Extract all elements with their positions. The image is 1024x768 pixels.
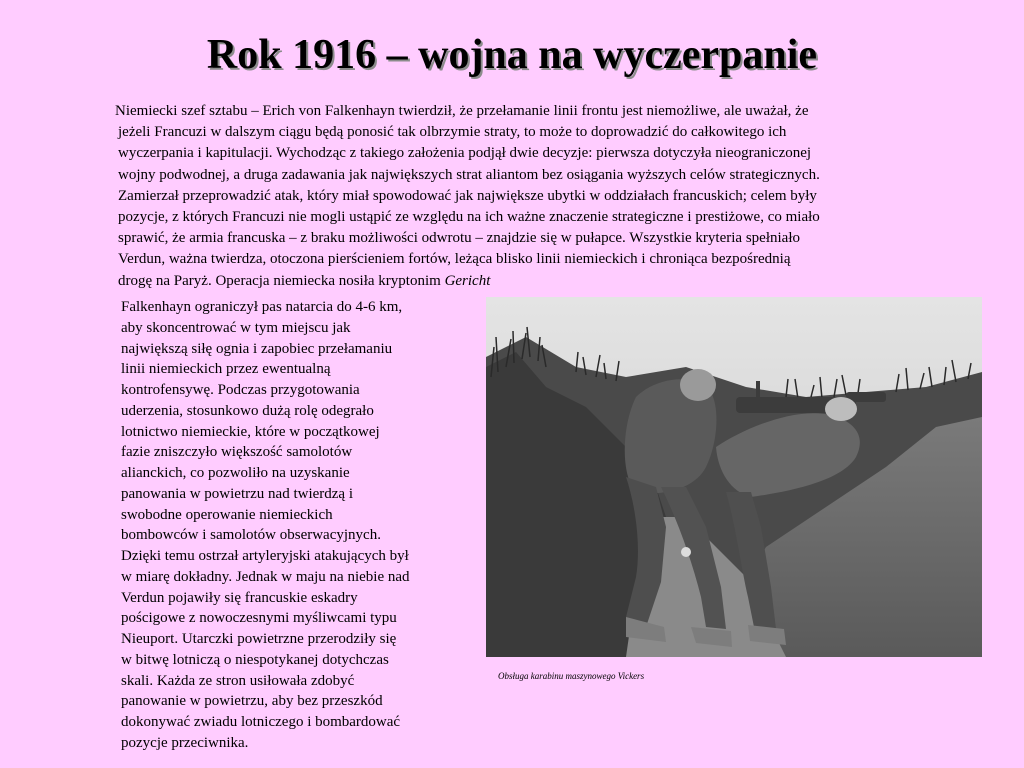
paragraph-line: pozycje przeciwnika. <box>121 734 249 751</box>
paragraph-line: pościgowe z nowoczesnymi myśliwcami typu <box>121 610 397 627</box>
paragraph-line: aby skoncentrować w tym miejscu jak <box>121 319 351 336</box>
intro-paragraph <box>115 101 930 292</box>
paragraph-line: skali. Każda ze stron usiłowała zdobyć <box>121 672 355 689</box>
paragraph-line: Falkenhayn ograniczył pas natarcia do 4-6 km, <box>121 299 403 315</box>
intro-line: pozycje, z których Francuzi nie mogli ustąpić ze względu na ich ważne znaczenie strategiczne i prestiżowe, co miało <box>118 209 820 226</box>
paragraph-line: największą siłę ognia i zapobiec przełamaniu <box>121 340 393 357</box>
intro-line-text: drogę na Paryż. Operacja niemiecka nosiła kryptonim <box>118 272 445 289</box>
intro-line: wojny podwodnej, a druga zadawania jak największych strat aliantom bez osiągania wyższych celów strategicznych. <box>118 166 820 183</box>
codename: Gericht <box>444 272 491 289</box>
paragraph-line: Dzięki temu ostrzał artyleryjski atakujących był <box>121 548 409 564</box>
slide-title: Rok 1916 – wojna na wyczerpanie <box>206 32 818 78</box>
paragraph-line: panowania w powietrzu nad twierdzą i <box>121 485 353 502</box>
paragraph-line: lotnictwo niemieckie, które w początkowej <box>121 423 380 440</box>
paragraph-line: dokonywać zwiadu lotniczego i bombardować <box>121 714 401 730</box>
paragraph-line: Nieuport. Utarczki powietrzne przerodziły się <box>121 631 397 647</box>
paragraph-line: swobodne operowanie niemieckich <box>121 506 333 523</box>
intro-line-last <box>118 271 930 292</box>
paragraph-line: panowanie w powietrzu, aby bez przeszkód <box>121 693 383 710</box>
machine-gun-crew-photo <box>486 297 982 657</box>
paragraph-line: kontrofensywę. Podczas przygotowania <box>121 382 360 398</box>
paragraph-line: bombowców i samolotów obserwacyjnych. <box>121 527 381 544</box>
aviation-paragraph <box>121 297 466 754</box>
paragraph-line: fazie zniszczyło większość samolotów <box>121 444 353 461</box>
intro-line: sprawić, że armia francuska – z braku możliwości odwrotu – znajdzie się w pułapce. Wszystkie kryteria spełniało <box>118 230 800 247</box>
intro-line: Zamierzał przeprowadzić atak, który miał spowodować jak największe ubytki w oddziałach francuskich; celem były <box>118 187 817 204</box>
intro-line: wyczerpania i kapitulacji. Wychodząc z takiego założenia podjął dwie decyzje: pierwsza dotyczyła nieograniczonej <box>118 145 812 162</box>
intro-line: jeżeli Francuzi w dalszym ciągu będą ponosić tak olbrzymie straty, to może to doprowadzić do całkowitego ich <box>118 124 787 141</box>
paragraph-line: w miarę dokładny. Jednak w maju na niebie nad <box>121 568 410 585</box>
paragraph-line: linii niemieckich przez ewentualną <box>121 361 331 378</box>
intro-line: Verdun, ważna twierdza, otoczona pierścieniem fortów, leżąca blisko linii niemieckich i chroniąca bezpośrednią <box>118 251 791 268</box>
intro-line: Niemiecki szef sztabu – Erich von Falkenhayn twierdził, że przełamanie linii frontu jest niemożliwe, ale uważał, że <box>115 103 809 119</box>
paragraph-line: alianckich, co pozwoliło na uzyskanie <box>121 465 350 481</box>
photo-caption: Obsługa karabinu maszynowego Vickers <box>498 671 645 681</box>
paragraph-line: w bitwę lotniczą o niespotykanej dotychczas <box>121 651 389 668</box>
paragraph-line: Verdun pojawiły się francuskie eskadry <box>121 589 358 606</box>
paragraph-line: uderzenia, stosunkowo dużą rolę odegrało <box>121 402 374 419</box>
